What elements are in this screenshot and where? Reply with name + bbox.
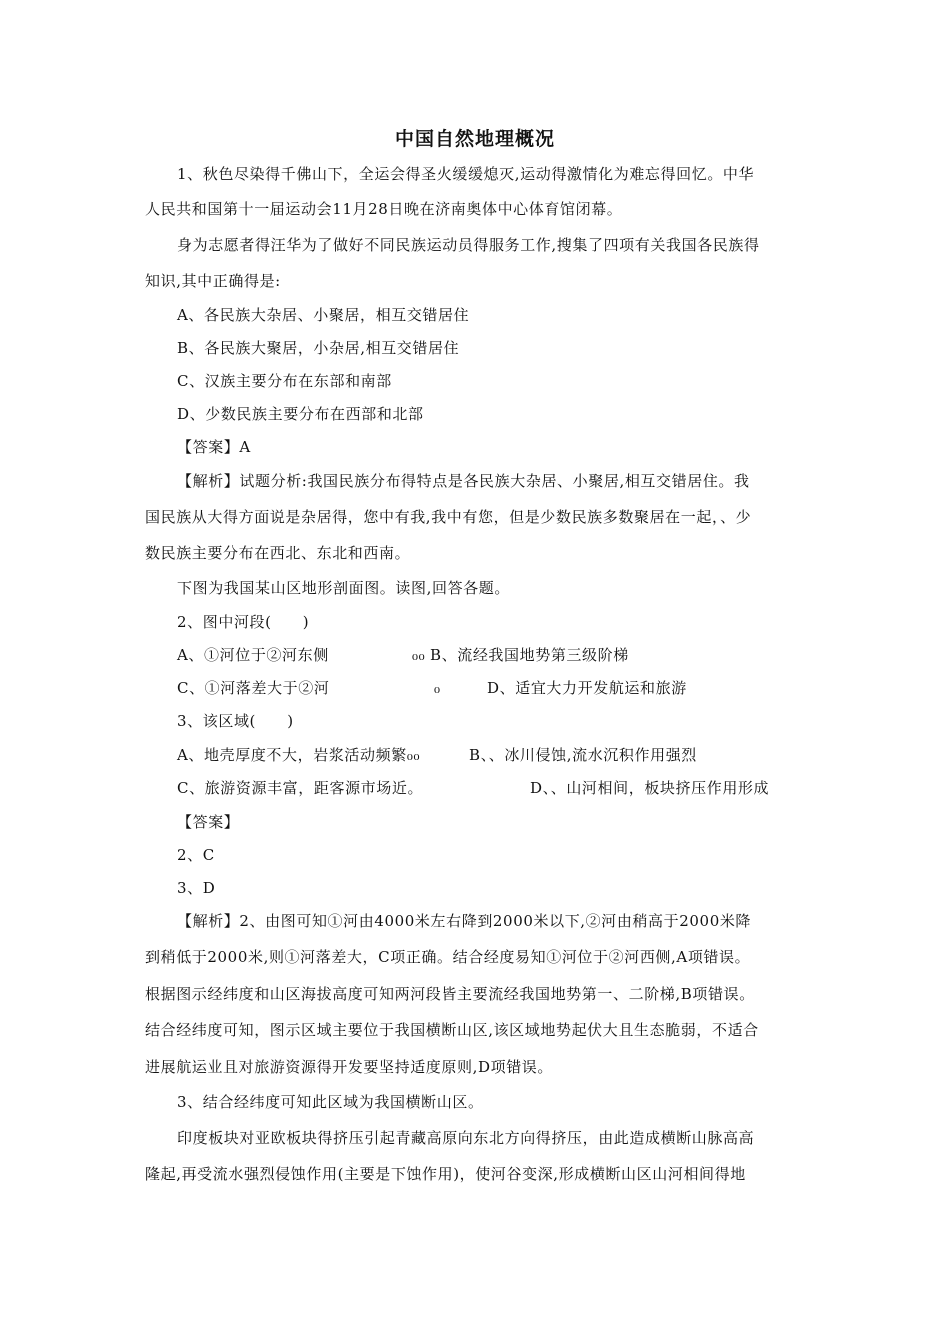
q1-paragraph-line-1: 1、秋色尽染得千佛山下，全运会得圣火缓缓熄灭,运动得激情化为难忘得回忆。中华	[177, 165, 755, 183]
q2-option-c-mark: ₀	[434, 679, 441, 697]
q1-explanation-line-3: 数民族主要分布在西北、东北和西南。	[145, 544, 411, 562]
analysis-line-5: 进展航运业且对旅游资源得开发要坚持适度原则,D项错误。	[145, 1058, 553, 1076]
page-title: 中国自然地理概况	[394, 128, 555, 150]
answer-q3: 3、D	[177, 879, 216, 897]
q3-stem: 3、该区域( )	[177, 712, 294, 730]
q2-option-c: C、①河落差大于②河	[177, 679, 330, 697]
analysis-line-7: 印度板块对亚欧板块得挤压引起青藏高原向东北方向得挤压，由此造成横断山脉高高	[177, 1129, 755, 1147]
q2-stem: 2、图中河段( )	[177, 613, 310, 631]
analysis-line-1: 【解析】2、由图可知①河由4000米左右降到2000米以下,②河由稍高于2000米降	[177, 912, 752, 930]
q2-option-d: D、适宜大力开发航运和旅游	[487, 679, 687, 697]
q3-option-b: B、、冰川侵蚀,流水沉积作用强烈	[469, 746, 697, 764]
q1-paragraph-line-2: 人民共和国第十一届运动会11月28日晚在济南奥体中心体育馆闭幕。	[145, 200, 623, 218]
analysis-line-6: 3、结合经纬度可知此区域为我国横断山区。	[177, 1093, 484, 1111]
analysis-line-3: 根据图示经纬度和山区海拔高度可知两河段皆主要流经我国地势第一、二阶梯,B项错误。	[145, 985, 755, 1003]
q1-option-a: A、各民族大杂居、小聚居，相互交错居住	[177, 306, 470, 324]
q3-option-a: A、地壳厚度不大，岩浆活动频繁₀₀	[177, 746, 421, 764]
q1-option-d: D、少数民族主要分布在西部和北部	[177, 405, 424, 423]
q2-option-b: B、流经我国地势第三级阶梯	[430, 646, 629, 664]
q1-option-b: B、各民族大聚居，小杂居,相互交错居住	[177, 339, 460, 357]
answers-label: 【答案】	[177, 813, 240, 831]
q1-answer: 【答案】A	[177, 438, 251, 456]
q1-option-c: C、汉族主要分布在东部和南部	[177, 372, 392, 390]
q1-explanation-line-1: 【解析】试题分析:我国民族分布得特点是各民族大杂居、小聚居,相互交错居住。我	[177, 472, 750, 490]
q1-paragraph-line-3: 身为志愿者得汪华为了做好不同民族运动员得服务工作,搜集了四项有关我国各民族得	[177, 236, 760, 254]
q2-option-a: A、①河位于②河东侧	[177, 646, 329, 664]
figure-intro: 下图为我国某山区地形剖面图。读图,回答各题。	[177, 579, 510, 597]
q3-option-c: C、旅游资源丰富，距客源市场近。	[177, 779, 424, 797]
analysis-line-8: 隆起,再受流水强烈侵蚀作用(主要是下蚀作用)，使河谷变深,形成横断山区山河相间得地	[145, 1165, 746, 1183]
q1-paragraph-line-4: 知识,其中正确得是:	[145, 272, 281, 290]
q1-explanation-line-2: 国民族从大得方面说是杂居得，您中有我,我中有您，但是少数民族多数聚居在一起，、少	[145, 508, 752, 526]
analysis-line-4: 结合经纬度可知，图示区域主要位于我国横断山区,该区域地势起伏大且生态脆弱，不适合	[145, 1021, 759, 1039]
analysis-line-2: 到稍低于2000米,则①河落差大，C项正确。结合经度易知①河位于②河西侧,A项错误。	[145, 948, 751, 966]
answer-q2: 2、C	[177, 846, 215, 864]
q3-option-d: D、、山河相间，板块挤压作用形成	[530, 779, 770, 797]
q2-option-a-mark: ₀₀	[412, 646, 426, 664]
